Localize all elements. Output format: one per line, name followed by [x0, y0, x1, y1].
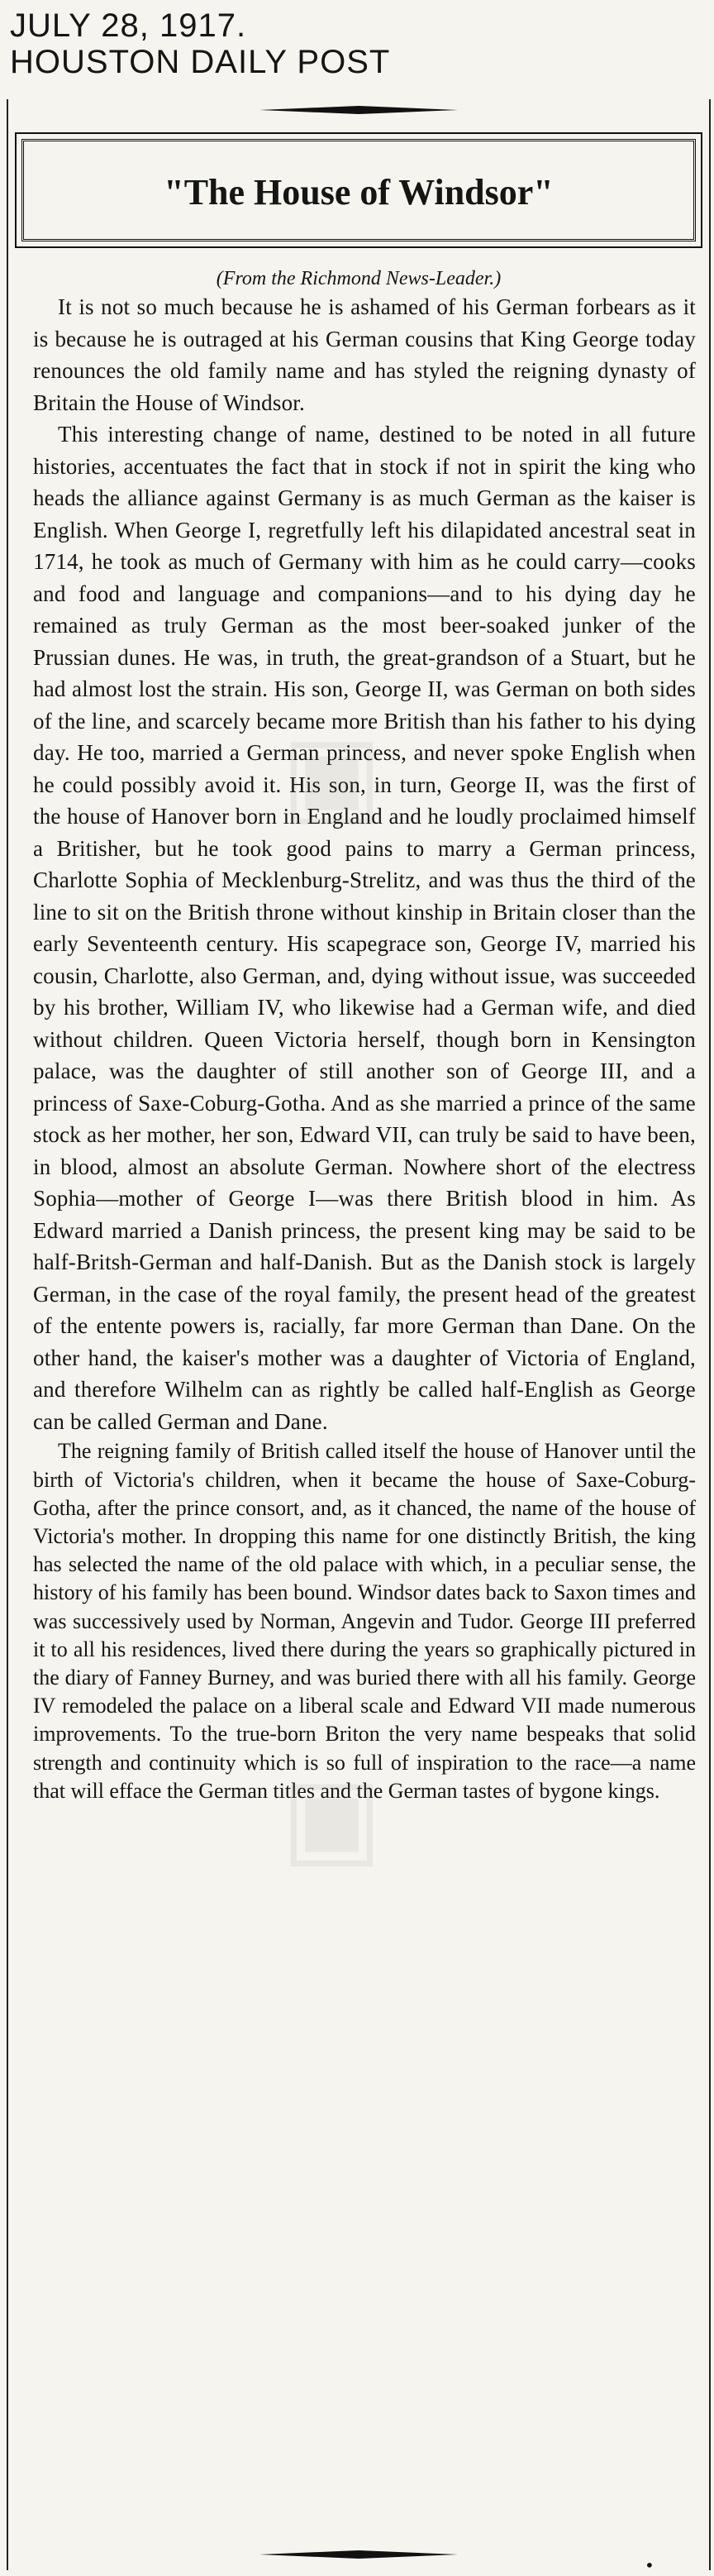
headline-box	[21, 139, 696, 241]
watermark-seal: ▣	[281, 711, 383, 837]
article-paragraph: The reigning family of British called itself the house of Hanover until the birth of Victoria's children, when it became the house of Saxe-Coburg-Gotha, after the prince consort, and, as it chanced, the name of the house of Victoria's mother. In dropping this name for one distinctly British, the king has selected the name of the old palace with which, in a peculiar sense, the history of his family has been bound. Windsor dates back to Saxon times and was successively used by Norman, Angevin and Tudor. George III preferred it to all his residences, lived there during the years so graphically pictured in the diary of Fanney Burney, and was buried there with all his family. George IV remodeled the palace on a liberal scale and Edward VII made numerous improvements. To the true-born Briton the very name bespeaks that solid strength and continuity which is so full of inspiration to the race—a name that will efface the German titles and the German tastes of bygone kings.	[33, 1439, 696, 1803]
article-source: (From the Richmond News-Leader.)	[216, 268, 502, 289]
article-headline: "The House of Windsor"	[164, 172, 554, 213]
article-body	[33, 291, 696, 1805]
watermark-seal: ▣	[281, 1753, 383, 1879]
article-paragraph: This interesting change of name, destined to be noted in all future histories, accentuates the fact that in stock if not in spirit the king who heads the alliance against Germany is as much German as the kaiser is English. When George I, regretfully left his dilapidated ancestral seat in 1714, he took as much of Germany with him as he could carry—cooks and food and language and companions—and to his dying day he remained as truly German as the most beer-soaked junker of the Prussian dunes. He was, in truth, the great-grandson of a Stuart, but he had almost lost the strain. His son, George II, was German on both sides of the line, and scarcely became more British than his father to his dying day. He too, married a German princess, and never spoke English when he could possibly avoid it. His son, in turn, George II, was the first of the house of Hanover born in England and he loudly proclaimed himself a Britisher, but he took good pains to marry a German princess, Charlotte Sophia of Mecklenburg-Strelitz, and was thus the third of the line to sit on the British throne without kinship in Britain closer than the early Seventeenth century. His scapegrace son, George IV, married his cousin, Charlotte, also German, and, dying without issue, was succeeded by his brother, William IV, who likewise had a German wife, and died without children. Queen Victoria herself, though born in Kensington palace, was the daughter of still another son of George III, and a princess of Saxe-Coburg-Gotha. And as she married a prince of the same stock as her mother, her son, Edward VII, can truly be said to have been, in blood, almost an absolute German. Nowhere short of the electress Sophia—mother of George I—was there British blood in him. As Edward married a Danish princess, the present king may be said to be half-Britsh-German and half-Danish. But as the Danish stock is largely German, in the case of the royal family, the present head of the greatest of the entente powers is, racially, far more German than Dane. On the other hand, the kaiser's mother was a daughter of Victoria of England, and therefore Wilhelm can as rightly be called half-English as George can be called German and Dane.	[33, 422, 696, 1434]
newspaper-name: HOUSTON DAILY POST	[10, 44, 391, 80]
scan-mark-glyph: •	[645, 2555, 654, 2575]
article-paragraph: It is not so much because he is ashamed of his German forbears as it is because he is outraged at his German cousins that King George today renounces the old family name and has styled the reigning dynasty of Britain the House of Windsor.	[33, 294, 696, 415]
top-ornament-rule	[259, 106, 458, 114]
bottom-ornament-rule	[259, 2550, 458, 2559]
publication-date: JULY 28, 1917.	[10, 7, 247, 44]
masthead	[10, 8, 688, 79]
article-clipping	[7, 99, 711, 2570]
